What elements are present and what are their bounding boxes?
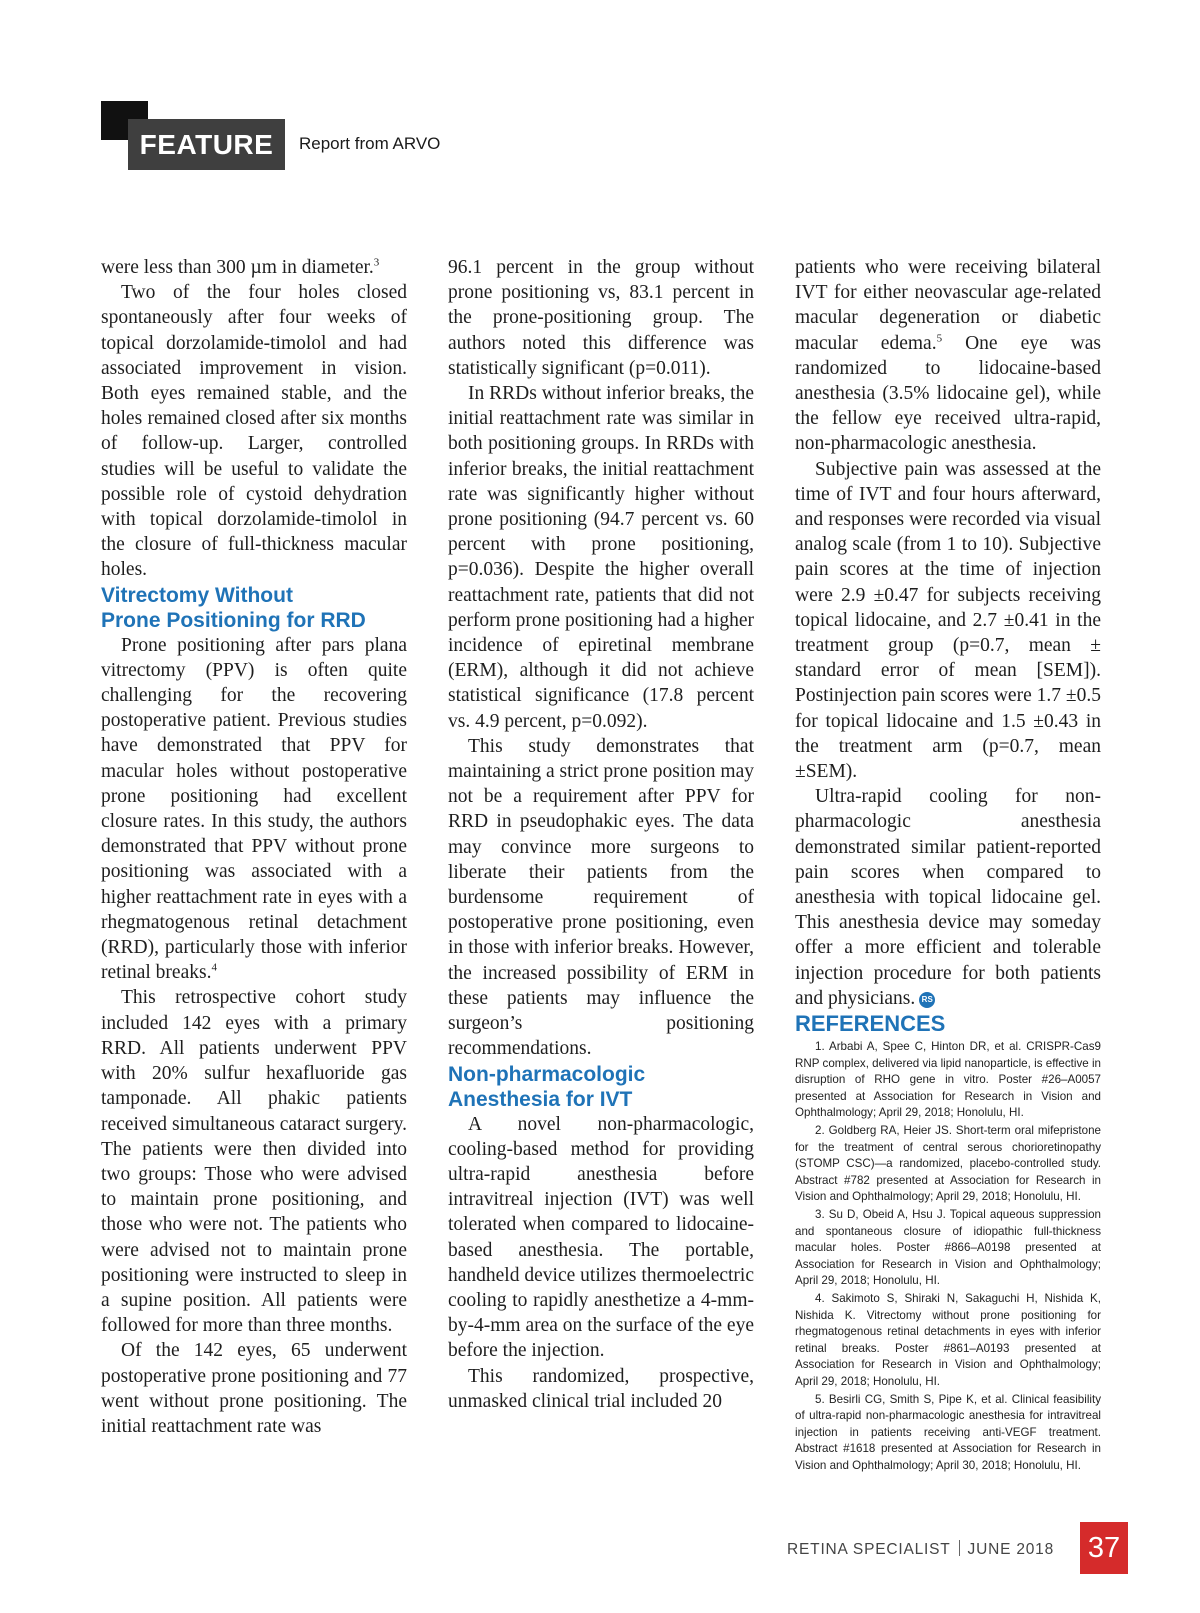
paragraph: In RRDs without inferior breaks, the initial reattachment rate was similar in both positioning groups. In RRDs with inferior breaks, the initial reattachment rate was significantly higher without prone positioning (94.7 percent vs. 60 percent with prone positioning, p=0.036). Despite the higher overall reattachment rate, patients that did not perform prone positioning had a higher incidence of epiretinal membrane (ERM), although it did not achieve statistical significance (17.8 percent vs. 4.9 percent, p=0.092). <box>448 383 754 732</box>
publication-name: RETINA SPECIALIST <box>787 1541 951 1558</box>
reference-item: 3. Su D, Obeid A, Hsu J. Topical aqueous suppression and spontaneous closure of idiopathic full-thickness macular holes. Poster #866–A0198 presented at Association for Research in Vision and Ophthalmology; April 29, 2018; Honolulu, HI. <box>795 1208 1101 1288</box>
reference-item: 4. Sakimoto S, Shiraki N, Sakaguchi H, Nishida K, Nishida K. Vitrectomy without prone positioning for rhegmatogenous retinal detachments in eyes with inferior retinal breaks. Poster #861–A0193 presented at Association for Research in Vision and Ophthalmology; April 29, 2018; Honolulu, HI. <box>795 1292 1101 1388</box>
paragraph: Subjective pain was assessed at the time of IVT and four hours afterward, and responses were recorded via visual analog scale (from 1 to 10). Subjective pain scores at the time of injection were 2.9 ±0.47 for subjects receiving topical lidocaine, and 2.7 ±0.41 in the treatment group (p=0.7, mean ± standard error of mean [SEM]). Postinjection pain scores were 1.7 ±0.5 for topical lidocaine and 1.5 ±0.43 in the treatment arm (p=0.7, mean ±SEM). <box>795 458 1101 783</box>
article-column-2 <box>448 255 754 1414</box>
paragraph: patients who were receiving bilateral IVT for either neovascular age-related macular degeneration or diabetic macular edema.$^5$ One eye was randomized to lidocaine-based anesthesia (3.5% lidocaine gel), while the fellow eye received ultra-rapid, non-pharmacologic anesthesia. <box>795 257 1101 455</box>
paragraph: This study demonstrates that maintaining a strict prone position may not be a requirement after PPV for RRD in pseudophakic eyes. The data may convince more surgeons to liberate their patients from the burdensome requirement of postoperative prone positioning, even in those with inferior breaks. However, the increased possibility of ERM in these patients may influence the surgeon’s positioning recommendations. <box>448 735 754 1060</box>
paragraph: This randomized, prospective, unmasked clinical trial included 20 <box>448 1365 754 1412</box>
reference-item: 1. Arbabi A, Spee C, Hinton DR, et al. CRISPR-Cas9 RNP complex, delivered via lipid nanoparticle, is effective in disruption of RHO gene in vitro. Poster #26–A0057 presented at Association for Research in Vision and Ophthalmology; April 29, 2018; Honolulu, HI. <box>795 1040 1101 1120</box>
citation-ref: 4 <box>211 961 217 974</box>
section-label: FEATURE <box>128 119 285 170</box>
references-list <box>795 1039 1101 1474</box>
paragraph: were less than 300 µm in diameter.$^3$ <box>101 256 380 278</box>
issue-date: JUNE 2018 <box>967 1541 1054 1558</box>
citation-ref: 5 <box>936 332 943 345</box>
page-number: 37 <box>1080 1522 1128 1574</box>
paragraph: Ultra-rapid cooling for non-pharmacologic anesthesia demonstrated similar patient-reported pain scores when compared to anesthesia with topical lidocaine gel. This anesthesia device may someday offer a more efficient and tolerable injection procedure for both patients and physicians. RS <box>795 786 1101 1009</box>
paragraph: 96.1 percent in the group without prone positioning vs, 83.1 percent in the prone-positioning group. The authors noted this difference was statistically significant (p=0.011). <box>448 257 754 379</box>
footer-divider <box>959 1540 960 1556</box>
paragraph: A novel non-pharmacologic, cooling-based method for providing ultra-rapid anesthesia before intravitreal injection (IVT) was well tolerated when compared to lidocaine-based anesthesia. The portable, handheld device utilizes thermoelectric cooling to rapidly anesthetize a 4-mm-by-4-mm area on the surface of the eye before the injection. <box>448 1113 754 1362</box>
references-heading: REFERENCES <box>795 1011 946 1037</box>
reference-item: 2. Goldberg RA, Heier JS. Short-term oral mifepristone for the treatment of central serous chorioretinopathy (STOMP CSC)—a randomized, placebo-controlled study. Abstract #782 presented at Association for Research in Vision and Ophthalmology; April 29, 2018; Honolulu, HI. <box>795 1124 1101 1204</box>
reference-item: 5. Besirli CG, Smith S, Pipe K, et al. Clinical feasibility of ultra-rapid non-pharmacologic anesthesia for intravitreal injection in patients receiving anti-VEGF treatment. Abstract #1618 presented at Association for Research in Vision and Ophthalmology; April 30, 2018; Honolulu, HI. <box>795 1392 1101 1472</box>
feature-header <box>101 101 501 171</box>
article-column-1 <box>101 255 407 1439</box>
paragraph: Of the 142 eyes, 65 underwent postoperative prone positioning and 77 went without prone positioning. The initial reattachment rate was <box>101 1340 407 1437</box>
article-column-3 <box>795 255 1101 1476</box>
page-footer <box>787 1540 1054 1560</box>
end-of-article-icon: RS <box>919 992 935 1008</box>
paragraph: Prone positioning after pars plana vitrectomy (PPV) is often quite challenging for the recovering postoperative patient. Previous studies have demonstrated that PPV for macular holes without postoperative prone positioning had excellent closure rates. In this study, the authors demonstrated that PPV without prone positioning was associated with a higher reattachment rate in eyes with a rhegmatogenous retinal detachment (RRD), particularly those with inferior retinal breaks.$^4$ <box>101 634 407 984</box>
paragraph: Two of the four holes closed spontaneously after four weeks of topical dorzolamide-timolol and had associated improvement in vision. Both eyes remained stable, and the holes remained closed after six months of follow-up. Larger, controlled studies will be useful to validate the possible role of cystoid dehydration with topical dorzolamide-timolol in the closure of full-thickness macular holes. <box>101 282 407 581</box>
citation-ref: 3 <box>373 256 380 269</box>
section-heading-vitrectomy: Vitrectomy Without Prone Positioning for RRD <box>101 583 366 632</box>
section-subtitle: Report from ARVO <box>299 134 441 153</box>
paragraph: This retrospective cohort study included 142 eyes with a primary RRD. All patients underwent PPV with 20% sulfur hexafluoride gas tamponade. All phakic patients received simultaneous cataract surgery. The patients were then divided into two groups: Those who were advised to maintain prone positioning, and those who were not. The patients who were advised not to maintain prone positioning were instructed to sleep in a supine position. All patients were followed for more than three months. <box>101 987 407 1337</box>
section-heading-anesthesia: Non-pharmacologic Anesthesia for IVT <box>448 1062 646 1111</box>
